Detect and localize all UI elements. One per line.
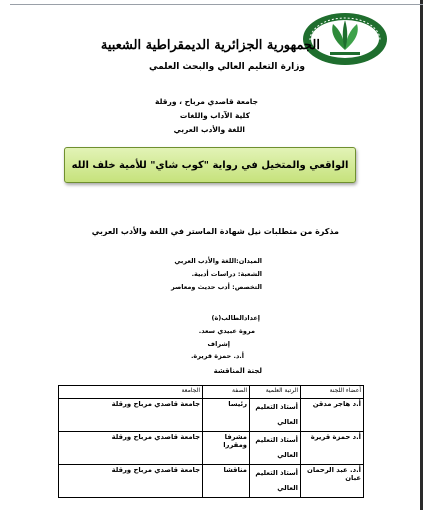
member-name: أ.د. عبد الرحمان عبان xyxy=(301,465,364,498)
department-name: اللغة والأدب العربي xyxy=(173,125,245,134)
header-university: الجامعة xyxy=(59,386,203,399)
member-name: أ.د حمزة قريرة xyxy=(301,432,364,465)
header-members: أعضاء اللجنة xyxy=(301,386,364,399)
header-rank: الرتبة العلمية xyxy=(250,386,301,399)
jury-table xyxy=(58,385,364,498)
supervisor-name: أ.د. حمزة قريرة. xyxy=(190,352,244,360)
prepared-by-label: إعدادالطالب(ة) xyxy=(211,314,260,322)
member-name: أ.د هاجر مدقن xyxy=(301,399,364,432)
thesis-title: الواقعي والمتخيل في رواية "كوب شاي" للأمية خلف الله xyxy=(71,159,349,171)
ministry-title: وزارة التعليم العالي والبحث العلمي xyxy=(148,62,305,72)
supervision-label: إشراف xyxy=(207,340,230,348)
member-role: مشرفا ومقررا xyxy=(203,432,250,465)
member-university: جامعة قاصدي مرباح ورقلة xyxy=(59,432,203,465)
field-line: الميدان:اللغة والأدب العربي xyxy=(174,257,262,265)
student-name: مروة عبيدي سعد. xyxy=(198,327,255,335)
specialty-line: التخصص: أدب حديث ومعاصر xyxy=(170,283,262,291)
table-row xyxy=(59,399,364,432)
member-university: جامعة قاصدي مرباح ورقلة xyxy=(59,399,203,432)
member-rank: أستاذ التعليم العالي xyxy=(250,465,301,498)
member-university: جامعة قاصدي مرباح ورقلة xyxy=(59,465,203,498)
jury-header-row xyxy=(59,386,364,399)
member-role: رئيسا xyxy=(203,399,250,432)
university-name: جامعة قاصدي مرباح ، ورقلة xyxy=(155,97,258,106)
member-role: مناقشا xyxy=(203,465,250,498)
member-rank: أستاذ التعليم العالي xyxy=(250,432,301,465)
committee-label: لجنة المناقشة xyxy=(213,367,262,375)
table-row xyxy=(59,465,364,498)
header-role: الصفة xyxy=(203,386,250,399)
faculty-name: كلية الآداب واللغات xyxy=(179,111,250,120)
top-border-line xyxy=(10,4,423,5)
title-banner xyxy=(64,147,356,183)
branch-line: الشعبة: دراسات أدبية. xyxy=(191,270,262,278)
table-row xyxy=(59,432,364,465)
thesis-statement: مذكرة من متطلبات نيل شهادة الماستر في اللغة والأدب العربي xyxy=(91,227,339,236)
republic-title: الجمهورية الجزائرية الديمقراطية الشعبية xyxy=(100,38,320,53)
member-rank: أستاذ التعليم العالي xyxy=(250,399,301,432)
